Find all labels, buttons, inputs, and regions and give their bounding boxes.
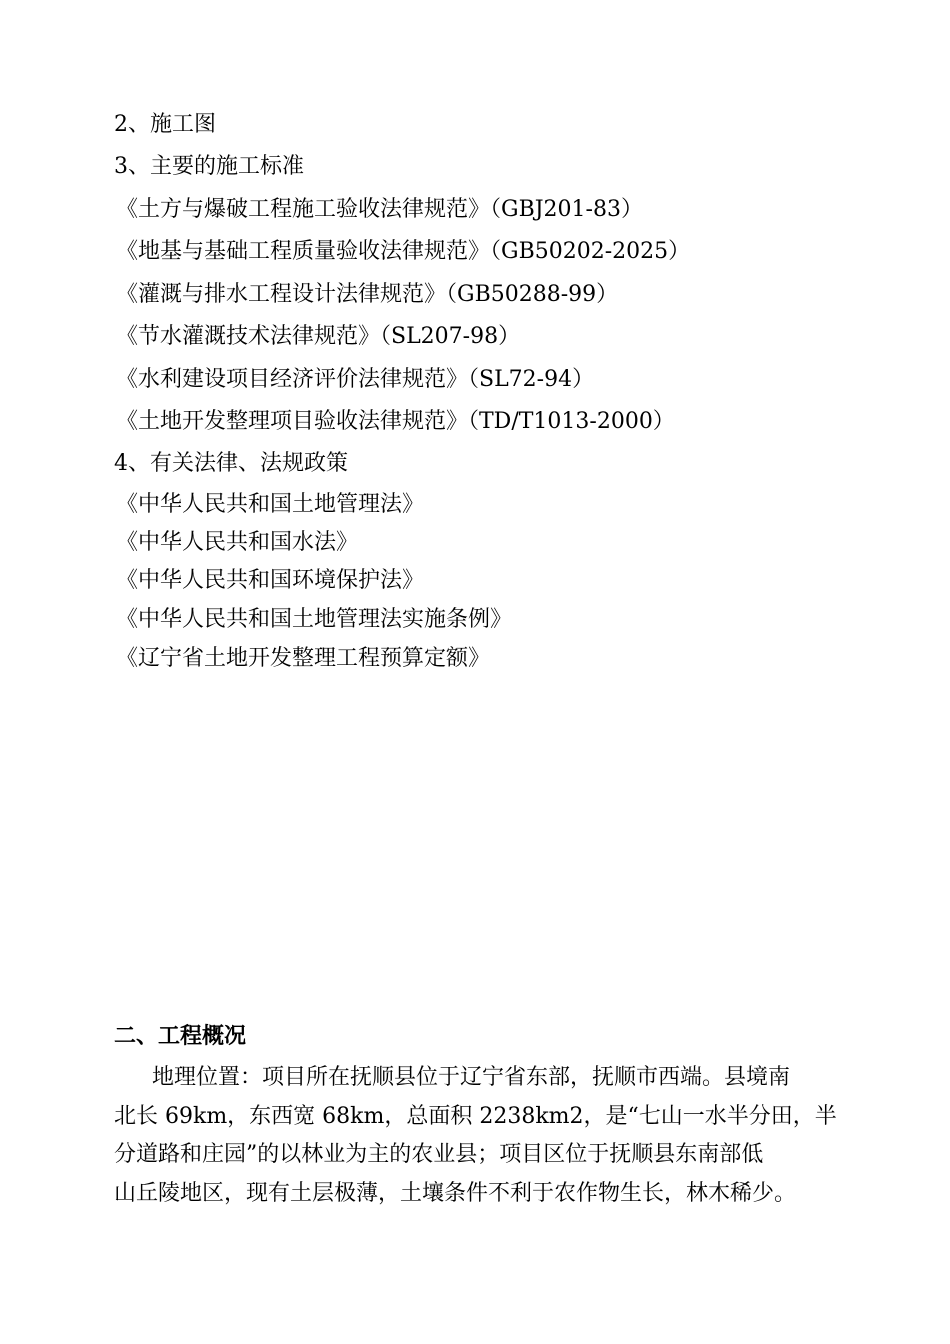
- standard-entry: 《灌溉与排水工程设计法律规范》（GB50288-99）: [116, 282, 619, 307]
- standard-entry: 《水利建设项目经济评价法律规范》（SL72-94）: [116, 367, 595, 392]
- standard-entry: 《土方与爆破工程施工验收法律规范》（GBJ201-83）: [116, 197, 643, 222]
- item-main-standards: 3、主要的施工标准: [114, 154, 304, 179]
- standard-entry: 《土地开发整理项目验收法律规范》（TD/T1013-2000）: [116, 409, 675, 434]
- item-construction-drawings: 2、施工图: [114, 112, 216, 137]
- law-entry: 《中华人民共和国土地管理法实施条例》: [116, 607, 513, 632]
- overview-paragraph: [114, 1059, 874, 1213]
- standard-entry: 《节水灌溉技术法律规范》（SL207-98）: [116, 324, 521, 349]
- paragraph-line: 山丘陵地区，现有土层极薄，土壤条件不利于农作物生长，林木稀少。: [114, 1180, 797, 1206]
- item-laws-regulations: 4、有关法律、法规政策: [114, 451, 348, 476]
- paragraph-line: 北长 69km，东西宽 68km，总面积 2238km2，是“七山一水半分田，半: [114, 1103, 837, 1129]
- law-entry: 《辽宁省土地开发整理工程预算定额》: [116, 646, 491, 671]
- law-entry: 《中华人民共和国土地管理法》: [116, 492, 425, 517]
- law-entry: 《中华人民共和国水法》: [116, 530, 359, 555]
- paragraph-line: 地理位置：项目所在抚顺县位于辽宁省东部，抚顺市西端。县境南: [152, 1065, 791, 1090]
- paragraph-line: 分道路和庄园”的以林业为主的农业县；项目区位于抚顺县东南部低: [114, 1142, 764, 1167]
- law-entry: 《中华人民共和国环境保护法》: [116, 568, 425, 593]
- section-heading-project-overview: 二、工程概况: [114, 1023, 247, 1049]
- standard-entry: 《地基与基础工程质量验收法律规范》（GB50202-2025）: [116, 239, 691, 264]
